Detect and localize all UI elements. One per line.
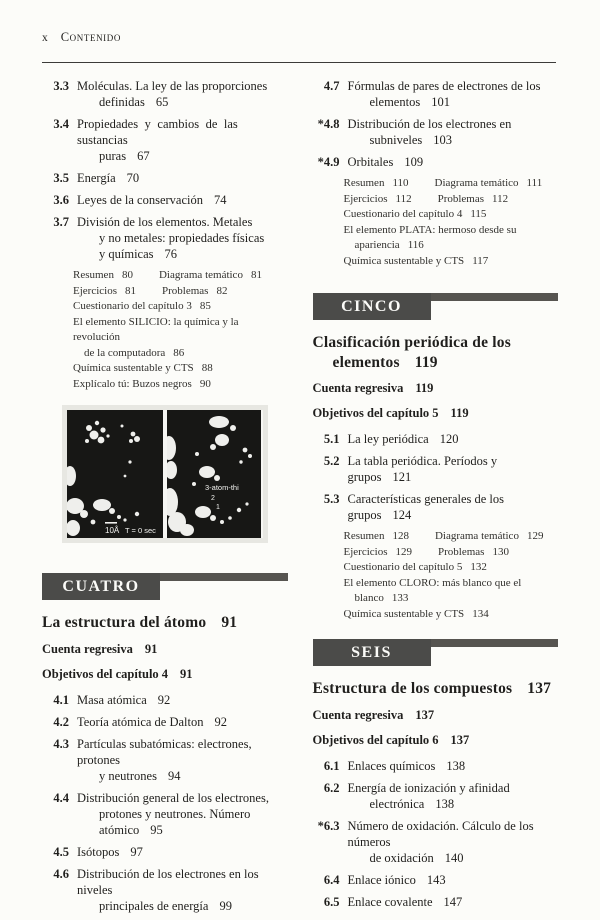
entry-line: Distribución de los electrones en <box>347 117 512 131</box>
entry-line: elementos 119 <box>332 353 438 371</box>
entry-line: Orbitales 109 <box>347 155 424 169</box>
entry-line: La tabla periódica. Períodos y grupos 121 <box>347 454 498 484</box>
countdown-label: Cuenta regresiva <box>42 641 133 656</box>
extras-row <box>73 268 288 284</box>
page-number: 95 <box>150 822 163 837</box>
section-title <box>348 894 559 910</box>
toc-item <box>313 818 559 866</box>
extra-label: Explícalo tú: Buzos negros <box>73 377 192 390</box>
section-title <box>348 758 559 774</box>
micrograph-figure <box>62 405 268 543</box>
extra-label: Resumen <box>73 269 114 281</box>
figure-annotation: 3-atom-thi <box>205 483 239 492</box>
section-number: 4.4 <box>53 790 69 805</box>
extras-row <box>73 377 288 393</box>
page-number: 134 <box>472 607 489 620</box>
entry-line: y no metales: propiedades físicas <box>99 231 265 245</box>
entry-line: Distribución de los electrones en los niveles <box>77 866 259 897</box>
chapter5-title <box>313 333 559 372</box>
figure-marker-2: 2 <box>211 495 215 502</box>
chapter4-banner-bar <box>160 573 288 581</box>
section-title <box>77 736 288 784</box>
page-number: 92 <box>157 692 171 707</box>
page-number: 121 <box>392 470 412 484</box>
left-column <box>42 78 288 920</box>
page-number: 119 <box>414 353 438 371</box>
entry-line: protones y neutrones. Número atómico 95 <box>99 806 251 837</box>
section-title <box>348 453 559 485</box>
entry-line: definidas 65 <box>99 95 169 109</box>
section-number: 6.1 <box>323 758 340 773</box>
objectives-label: Objetivos del capítulo 4 <box>42 666 169 681</box>
toc-item <box>313 780 559 812</box>
section-title <box>348 116 559 148</box>
extras-row <box>344 254 559 270</box>
chapter6-objectives <box>313 733 559 748</box>
toc-item <box>42 214 288 262</box>
section-title <box>348 491 559 523</box>
chapter4-objectives <box>42 667 288 682</box>
entry-line: Enlace iónico 143 <box>347 872 446 887</box>
section-title <box>77 192 288 208</box>
extra-label: Diagrama temático <box>158 269 243 281</box>
chapter6-banner-label: SEIS <box>313 639 431 666</box>
entry-line: La estructura del átomo 91 <box>42 614 238 631</box>
page-number: 138 <box>446 758 466 773</box>
extra-label: El elemento PLATA: hermoso desde su <box>343 223 517 236</box>
entry-line: subniveles 103 <box>369 133 453 147</box>
toc-item <box>42 170 288 186</box>
extra-label: Problemas <box>161 284 209 297</box>
extra-label: Ejercicios <box>343 192 388 205</box>
page-number: 120 <box>439 432 459 446</box>
section-number: *6.3 <box>317 818 340 833</box>
page-number: 82 <box>216 284 228 297</box>
entry-line: puras 67 <box>99 149 150 163</box>
section-number: 4.1 <box>53 692 69 707</box>
toc-item <box>313 894 559 910</box>
section-title <box>348 78 559 110</box>
page-number: 67 <box>137 149 150 163</box>
page-number: 137 <box>527 680 552 697</box>
toc-item <box>313 453 559 485</box>
toc-item <box>313 78 559 110</box>
page-number: 91 <box>144 641 158 656</box>
extras-row <box>73 299 288 315</box>
toc-item <box>42 844 288 860</box>
objectives-label: Objetivos del capítulo 5 <box>312 406 439 420</box>
section-title <box>77 214 288 262</box>
page-number: 132 <box>470 561 487 573</box>
extras-row <box>344 607 559 623</box>
entry-line: Energía 70 <box>77 171 140 185</box>
chapter6-title <box>313 679 559 699</box>
toc-item <box>313 872 559 888</box>
chapter3-items <box>42 78 288 262</box>
toc-item <box>42 116 288 164</box>
extras-row <box>344 176 559 192</box>
extra-label: Cuestionario del capítulo 5 <box>343 561 463 573</box>
extras-row <box>344 192 559 208</box>
page-number: 128 <box>392 530 409 542</box>
toc-item <box>313 491 559 523</box>
extras-row <box>73 346 288 362</box>
header-rule <box>42 62 556 63</box>
two-column-layout <box>42 78 558 920</box>
chapter4-title <box>42 613 288 633</box>
chapter5-objectives <box>313 406 559 421</box>
section-number: 4.5 <box>53 844 69 859</box>
page-number: 129 <box>395 545 412 558</box>
page-number: 90 <box>199 377 211 390</box>
page-number: 91 <box>180 666 193 681</box>
extras-row <box>73 315 288 346</box>
chapter4-extras <box>344 176 559 269</box>
section-title <box>77 790 288 838</box>
entry-line: Fórmulas de pares de electrones de los <box>347 79 541 93</box>
section-title <box>348 154 559 170</box>
page-number: 101 <box>431 95 450 109</box>
extra-label: de la computadora <box>84 346 166 359</box>
extra-label: El elemento SILICIO: la química y la revolución <box>73 315 239 343</box>
toc-item <box>42 714 288 730</box>
toc-item <box>42 790 288 838</box>
chapter6-banner <box>313 639 559 666</box>
section-number: 6.2 <box>323 780 340 795</box>
entry-line: Partículas subatómicas: electrones, protones <box>77 736 252 767</box>
page-number: 74 <box>213 193 227 207</box>
page-number: 103 <box>433 133 453 147</box>
chapter5-banner-label: CINCO <box>313 293 431 320</box>
extra-label: Química sustentable y CTS <box>343 254 465 267</box>
page-number: 80 <box>121 269 133 281</box>
entry-line: Número de oxidación. Cálculo de los números <box>347 818 534 849</box>
entry-line: y químicas 76 <box>99 247 178 261</box>
section-title <box>348 872 559 888</box>
page-number: 137 <box>415 707 435 722</box>
extra-label: El elemento CLORO: más blanco que el <box>343 576 522 589</box>
page-number: 140 <box>444 850 464 865</box>
right-column <box>313 78 559 920</box>
extra-label: Ejercicios <box>343 545 388 558</box>
entry-line: Moléculas. La ley de las proporciones <box>77 79 268 93</box>
extras-row <box>344 545 559 561</box>
micrograph-left-panel <box>67 410 163 538</box>
extra-label: Cuestionario del capítulo 3 <box>73 300 192 312</box>
chapter5-countdown <box>313 381 559 396</box>
running-title: Contenido <box>60 30 121 44</box>
extras-row <box>344 529 559 545</box>
chapter6-banner-bar <box>431 639 559 647</box>
section-title <box>348 818 559 866</box>
toc-item <box>313 431 559 447</box>
section-number: 5.1 <box>323 432 340 446</box>
extra-label: apariencia <box>354 239 400 251</box>
objectives-label: Objetivos del capítulo 6 <box>312 732 439 747</box>
micrograph-panels <box>67 410 263 538</box>
entry-line: Teoría atómica de Dalton 92 <box>77 714 228 729</box>
entry-line: y neutrones 94 <box>99 768 181 783</box>
toc-item <box>313 116 559 148</box>
page-number: 129 <box>526 530 544 542</box>
extra-label: Problemas <box>437 192 485 205</box>
chapter5-extras <box>344 529 559 622</box>
entry-line: Enlaces químicos 138 <box>347 758 466 773</box>
page-number: 109 <box>404 155 424 169</box>
page-number: 119 <box>415 381 434 395</box>
chapter3-extras <box>73 268 288 392</box>
page-number: 99 <box>219 898 232 913</box>
extras-row <box>344 576 559 592</box>
section-title <box>77 78 288 110</box>
extras-row <box>344 560 559 576</box>
entry-line: electrónica 138 <box>369 796 455 811</box>
entry-line: Energía de ionización y afinidad <box>347 780 510 795</box>
extra-label: Resumen <box>343 177 385 189</box>
page-number: 115 <box>470 208 487 220</box>
page-number: 76 <box>164 247 178 261</box>
page-number: 130 <box>492 545 509 558</box>
section-title <box>348 780 559 812</box>
page-number: 137 <box>450 732 470 747</box>
page-number: 70 <box>126 171 140 185</box>
entry-line: Masa atómica 92 <box>77 692 171 707</box>
toc-item <box>313 758 559 774</box>
chapter5-items <box>313 431 559 523</box>
extra-label: Ejercicios <box>73 284 117 297</box>
chapter4-countdown <box>42 642 288 657</box>
section-number: 3.3 <box>53 79 69 93</box>
entry-line: elementos 101 <box>369 95 450 109</box>
figure-scale-label: 10Å <box>105 526 120 535</box>
toc-item <box>313 154 559 170</box>
entry-line: Leyes de la conservación 74 <box>77 193 227 207</box>
chapter6-countdown <box>313 708 559 723</box>
chapter4-banner-label: CUATRO <box>42 573 160 600</box>
section-title <box>348 431 559 447</box>
toc-item <box>42 736 288 784</box>
extra-label: blanco <box>354 592 384 604</box>
page-number: 116 <box>407 239 424 251</box>
section-number: 3.6 <box>53 193 69 207</box>
section-number: 3.7 <box>53 215 69 229</box>
page-number: 111 <box>526 177 543 189</box>
toc-item <box>42 866 288 914</box>
page-number: 143 <box>426 872 446 887</box>
chapter4-banner <box>42 573 288 600</box>
extra-label: Química sustentable y CTS <box>73 362 194 374</box>
page-number: 94 <box>167 768 181 783</box>
extra-label: Diagrama temático <box>434 530 519 542</box>
entry-line: Estructura de los compuestos 137 <box>312 680 552 697</box>
chapter5-banner-bar <box>431 293 559 301</box>
section-number: 5.3 <box>323 492 340 506</box>
section-number: 4.7 <box>323 79 340 93</box>
section-title <box>77 866 288 914</box>
section-number: 3.5 <box>53 171 69 185</box>
extras-row <box>344 238 559 254</box>
micrograph-right-panel <box>167 410 261 538</box>
extras-row <box>344 223 559 239</box>
section-number: 5.2 <box>323 454 340 468</box>
page-number: 88 <box>201 362 213 374</box>
page-number: 85 <box>199 300 211 312</box>
page-number: 97 <box>130 844 143 859</box>
chapter5-banner <box>313 293 559 320</box>
extra-label: Química sustentable y CTS <box>343 607 465 620</box>
toc-item <box>42 78 288 110</box>
chapter6-items <box>313 758 559 910</box>
page-number: 119 <box>450 406 469 420</box>
entry-line: principales de energía 99 <box>99 898 232 913</box>
extras-row <box>73 284 288 300</box>
countdown-label: Cuenta regresiva <box>312 707 404 722</box>
section-title <box>77 170 288 186</box>
extras-row <box>344 591 559 607</box>
section-title <box>77 714 288 730</box>
page-number: 112 <box>395 192 412 205</box>
section-number: *4.8 <box>317 117 340 131</box>
page-number: 112 <box>492 192 509 205</box>
page-number: 124 <box>392 508 412 522</box>
section-number: 4.2 <box>53 714 69 729</box>
toc-item <box>42 692 288 708</box>
toc-item <box>42 192 288 208</box>
section-title <box>77 692 288 708</box>
section-number: 4.6 <box>53 866 69 881</box>
figure-marker-1: 1 <box>216 504 220 511</box>
page-number: 91 <box>221 614 238 631</box>
section-number: 3.4 <box>53 117 69 131</box>
figure-time-label: T = 0 sec <box>125 526 156 535</box>
page-number: 65 <box>155 95 169 109</box>
extra-label: Cuestionario del capítulo 4 <box>343 208 463 220</box>
page-number: 92 <box>214 714 228 729</box>
page-number: 138 <box>435 796 455 811</box>
extras-row <box>73 361 288 377</box>
entry-line: La ley periódica 120 <box>347 432 459 446</box>
chapter4-items-left <box>42 692 288 914</box>
entry-line: Isótopos 97 <box>77 844 143 859</box>
section-number: 6.4 <box>323 872 340 887</box>
entry-line: Enlace covalente 147 <box>347 894 463 909</box>
chapter4-items-right <box>313 78 559 170</box>
page-folio: x <box>42 32 48 44</box>
entry-line: Características generales de los grupos 124 <box>347 492 505 522</box>
page-number: 81 <box>250 269 262 281</box>
extra-label: Resumen <box>343 530 385 542</box>
extra-label: Diagrama temático <box>434 177 519 189</box>
page-number: 133 <box>391 592 409 604</box>
entry-line: Distribución general de los electrones, <box>77 790 269 805</box>
entry-line: Propiedades y cambios de las sustancias <box>77 117 238 147</box>
countdown-label: Cuenta regresiva <box>312 381 404 395</box>
running-header <box>42 28 556 46</box>
section-number: 4.3 <box>53 736 69 751</box>
section-number: 6.5 <box>323 894 340 909</box>
section-title <box>77 844 288 860</box>
page-number: 86 <box>173 346 185 359</box>
page-number: 117 <box>472 254 489 267</box>
extras-row <box>344 207 559 223</box>
extra-label: Problemas <box>437 545 485 558</box>
entry-line: Clasificación periódica de los <box>312 334 511 351</box>
page-number: 147 <box>443 894 463 909</box>
section-number: *4.9 <box>317 155 340 169</box>
entry-line: de oxidación 140 <box>369 850 464 865</box>
section-title <box>77 116 288 164</box>
page-number: 110 <box>392 177 409 189</box>
entry-line: División de los elementos. Metales <box>77 215 253 229</box>
page-number: 81 <box>124 284 136 297</box>
